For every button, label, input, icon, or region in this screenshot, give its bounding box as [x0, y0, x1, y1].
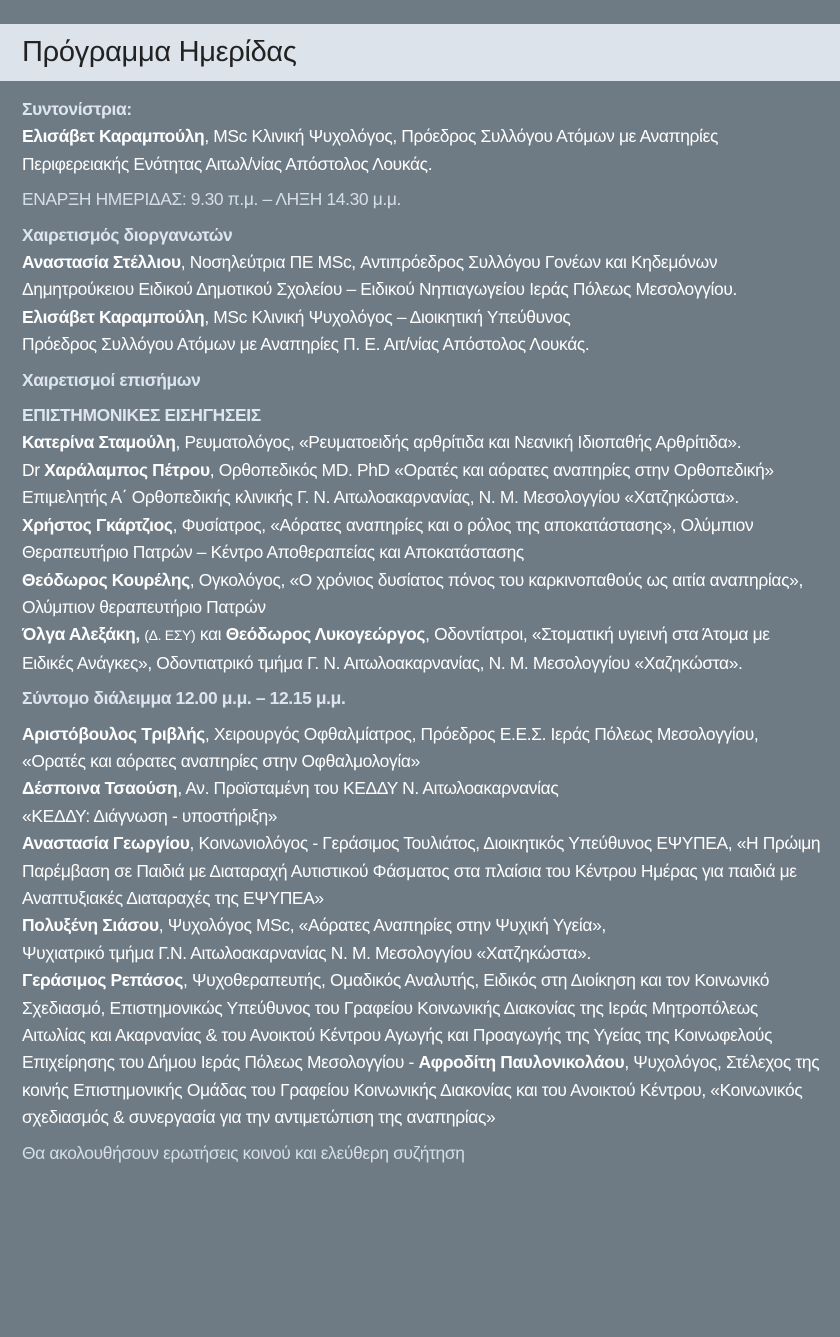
- person-name: Κατερίνα Σταμούλη: [22, 432, 176, 453]
- person-name: Όλγα Αλεξάκη,: [22, 624, 145, 645]
- page-title: Πρόγραμμα Ημερίδας: [22, 36, 297, 68]
- person-name: Γεράσιμος Ρεπάσος: [22, 970, 184, 991]
- top-band: [0, 0, 840, 24]
- coordinator-heading: Συντονίστρια:: [22, 99, 132, 119]
- lecture-entry: Αναστασία Γεωργίου, Κοινωνιολόγος - Γεράσιμος Τουλιάτος, Διοικητικός Υπεύθυνος ΕΨΥΠΕΑ, «Η Πρώιμη Παρέμβαση σε Παιδιά με Διαταραχή Αυτιστικού Φάσματος στα πλαίσια του Κέντρου Ημέρας για παιδιά με Αναπτυξιακές Διαταραχές της ΕΨΥΠΕΑ»: [22, 833, 821, 908]
- closing-line: Θα ακολουθήσουν ερωτήσεις κοινού και ελεύθερη συζήτηση: [22, 1142, 465, 1163]
- organizer-entry: Αναστασία Στέλλιου, Νοσηλεύτρια ΠΕ MSc, Αντιπρόεδρος Συλλόγου Γονέων και Κηδεμόνων Δημητρούκειου Ειδικού Δημοτικού Σχολείου – Ειδικού Νηπιαγωγείου Ιεράς Πόλεως Μεσολογγίου.: [22, 252, 738, 300]
- organizer-entry: Ελισάβετ Καραμπούλη, MSc Κλινική Ψυχολόγος – Διοικητική Υπεύθυνος Πρόεδρος Συλλόγου Ατόμων με Αναπηρίες Π. Ε. Αιτ/νίας Απόστολος Λουκάς.: [22, 306, 590, 355]
- person-name: Δέσποινα Τσαούση: [22, 778, 178, 799]
- person-name: Πολυξένη Σιάσου: [22, 915, 159, 936]
- person-name: Αναστασία Γεωργίου: [22, 833, 190, 854]
- person-name: Ελισάβετ Καραμπούλη: [22, 306, 205, 327]
- lecture-entry: Πολυξένη Σιάσου, Ψυχολόγος MSc, «Αόρατες Αναπηρίες στην Ψυχική Υγεία», Ψυχιατρικό τμήμα Γ.Ν. Αιτωλοακαρνανίας Ν. Μ. Μεσολογγίου «Χατζηκώστα».: [22, 915, 606, 963]
- person-name: Χαράλαμπος Πέτρου: [44, 459, 210, 480]
- person-name: Αναστασία Στέλλιου: [22, 252, 181, 273]
- coordinator-entry: Ελισάβετ Καραμπούλη, MSc Κλινική Ψυχολόγος, Πρόεδρος Συλλόγου Ατόμων με Αναπηρίες Περιφερειακής Ενότητας Αιτωλ/νίας Απόστολος Λουκάς.: [22, 126, 719, 174]
- person-name: Χρήστος Γκάρτζιος: [22, 514, 173, 535]
- lecture-entry: Γεράσιμος Ρεπάσος, Ψυχοθεραπευτής, Ομαδικός Αναλυτής, Ειδικός στη Διοίκηση και τον Κοινωνικό Σχεδιασμό, Επιστημονικώς Υπεύθυνος του Γραφείου Κοινωνικής Διακονίας της Ιεράς Μητροπόλεως Αιτωλίας και Ακαρνανίας & του Ανοικτού Κέντρου Αγωγής και Προαγωγής της Υγείας της Κοινωφελούς Επιχείρησης του Δήμου Ιεράς Πόλεως Μεσολογγίου - Αφροδίτη Παυλονικολάου, Ψυχολόγος, Στέλεχος της κοινής Επιστημονικής Ομάδας του Γραφείου Κοινωνικής Διακονίας και του Ανοικτού Κέντρου, «Κοινωνικός σχεδιασμός & συνεργασία για την αντιμετώπιση της αναπηρίας»: [22, 970, 820, 1128]
- lecture-entry: Αριστόβουλος Τριβλής, Χειρουργός Οφθαλμίατρος, Πρόεδρος Ε.Ε.Σ. Ιεράς Πόλεως Μεσολογγίου, «Ορατές και αόρατες αναπηρίες στην Οφθαλμολογία»: [22, 723, 759, 771]
- lecture-entry: Θεόδωρος Κουρέλης, Ογκολόγος, «Ο χρόνιος δυσίατος πόνος του καρκινοπαθούς ως αιτία αναπηρίας», Ολύμπιον θεραπευτήριο Πατρών: [22, 569, 803, 617]
- lecture-entry: Δέσποινα Τσαούση, Αν. Προϊσταμένη του ΚΕΔΔΥ Ν. Αιτωλοακαρνανίας «ΚΕΔΔΥ: Διάγνωση - υποστήριξη»: [22, 778, 559, 826]
- person-name: Θεόδωρος Λυκογεώργος: [225, 624, 426, 645]
- schedule-line: ΕΝΑΡΞΗ ΗΜΕΡΙΔΑΣ: 9.30 π.μ. – ΛΗΞΗ 14.30 μ.μ.: [22, 189, 402, 210]
- person-name: Θεόδωρος Κουρέλης: [22, 569, 190, 590]
- lecture-entry: Κατερίνα Σταμούλη, Ρευματολόγος, «Ρευματοειδής αρθρίτιδα και Νεανική Ιδιοπαθής Αρθρίτιδα».: [22, 432, 742, 453]
- title-bar: [0, 24, 840, 81]
- person-name: Ελισάβετ Καραμπούλη: [22, 126, 205, 147]
- program-content: [22, 96, 822, 1167]
- person-name: Αριστόβουλος Τριβλής: [22, 723, 205, 744]
- organizers-heading: Χαιρετισμός διοργανωτών: [22, 224, 233, 245]
- lectures-heading: ΕΠΙΣΤΗΜΟΝΙΚΕΣ ΕΙΣΗΓΗΣΕΙΣ: [22, 405, 261, 426]
- lecture-entry: Dr Χαράλαμπος Πέτρου, Ορθοπεδικός MD. PhD «Ορατές και αόρατες αναπηρίες στην Ορθοπεδική» Επιμελητής Α΄ Ορθοπεδικής κλινικής Γ. Ν. Αιτωλοακαρνανίας, Ν. Μ. Μεσολογγίου «Χατζηκώστα».: [22, 459, 774, 508]
- lecture-entry: Όλγα Αλεξάκη, (Δ. ΕΣΥ) και Θεόδωρος Λυκογεώργος, Οδοντίατροι, «Στοματική υγιεινή στα Άτομα με Ειδικές Ανάγκες», Οδοντιατρικό τμήμα Γ. Ν. Αιτωλοακαρνανίας, Ν. Μ. Μεσολογγίου «Χαζηκώστα».: [22, 624, 770, 673]
- person-name: Αφροδίτη Παυλονικολάου: [418, 1052, 625, 1073]
- lecture-entry: Χρήστος Γκάρτζιος, Φυσίατρος, «Αόρατες αναπηρίες και ο ρόλος της αποκατάστασης», Ολύμπιον Θεραπευτήριο Πατρών – Κέντρο Αποθεραπείας και Αποκατάστασης: [22, 514, 754, 563]
- break-heading: Σύντομο διάλειμμα 12.00 μ.μ. – 12.15 μ.μ.: [22, 688, 346, 709]
- officials-heading: Χαιρετισμοί επισήμων: [22, 369, 201, 390]
